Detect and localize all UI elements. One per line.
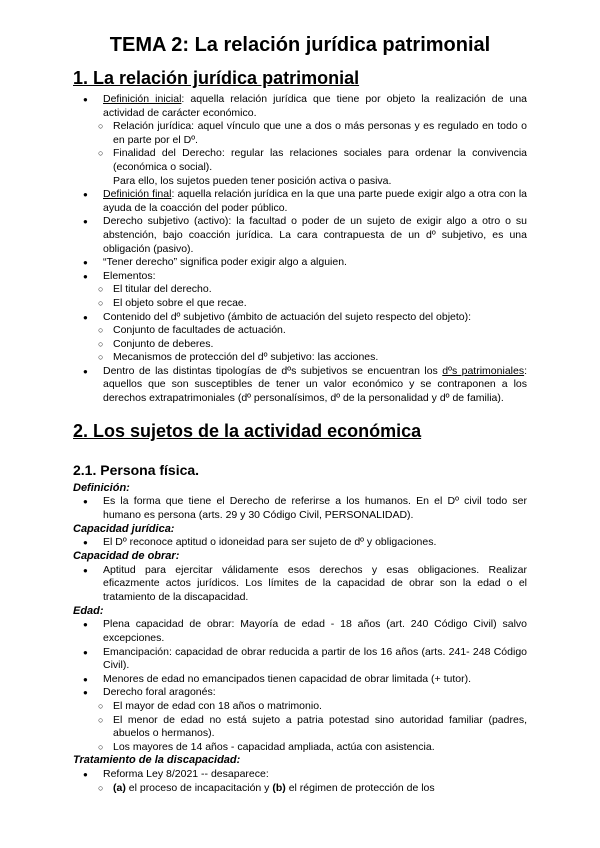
list-item: ○ Los mayores de 14 años - capacidad ampliada, actúa con asistencia. [73,741,527,755]
list-item: ● Plena capacidad de obrar: Mayoría de edad - 18 años (art. 240 Código Civil) salvo excepciones. [73,618,527,645]
capacidad-obrar-list [73,564,527,605]
definicion-label: Definición: [73,481,130,494]
tratamiento-label: Tratamiento de la discapacidad: [73,754,241,767]
list-item: ○ Mecanismos de protección del dº subjetivo: las acciones. [73,351,527,365]
list-item: ○ Conjunto de deberes. [73,338,527,352]
list-item: ○ Relación jurídica: aquel vínculo que une a dos o más personas y es regulado en todo o en parte por el Dº. [73,120,527,147]
list-item: ○ El mayor de edad con 18 años o matrimonio. [73,700,527,714]
list-item: ● Emancipación: capacidad de obrar reducida a partir de los 16 años (arts. 241- 248 Código Civil). [73,646,527,673]
section-1-heading: 1. La relación jurídica patrimonial [73,68,360,88]
list-item: ● Elementos: ○ El titular del derecho. ○ El objeto sobre el que recae. [73,270,527,311]
section-1-list [73,93,527,406]
list-item: ○ (a) el proceso de incapacitación y (b) el régimen de protección de los [73,782,527,796]
sub-list [73,700,527,754]
edad-list [73,618,527,754]
sub-list [73,324,527,365]
document-title: TEMA 2: La relación jurídica patrimonial [109,34,491,56]
continuation-text: Para ello, los sujetos pueden tener posición activa o pasiva. [113,174,392,187]
list-item: ● Reforma Ley 8/2021 -- desaparece: ○ (a) el proceso de incapacitación y (b) el régimen de protección de los [73,768,527,795]
sub-list [73,782,527,796]
list-item: ● El Dº reconoce aptitud o idoneidad para ser sujeto de dº y obligaciones. [73,536,527,550]
list-item: ● Derecho subjetivo (activo): la facultad o poder de un sujeto de exigir algo a otro o su abstención, bajo coacción jurídica. La cara contrapuesta de un dº subjetivo, es una obligación (pasivo). [73,215,527,256]
list-item: ● Es la forma que tiene el Derecho de referirse a los humanos. En el Dº civil todo ser humano es persona (arts. 29 y 30 Código Civil, PERSONALIDAD). [73,495,527,522]
list-item: ○ Conjunto de facultades de actuación. [73,324,527,338]
list-item: ● Menores de edad no emancipados tienen capacidad de obrar limitada (+ tutor). [73,673,527,687]
list-item: ○ El menor de edad no está sujeto a patria potestad sino autoridad familiar (padres, abuelos o hermanos). [73,714,527,741]
list-item: ○ El objeto sobre el que recae. [73,297,527,311]
list-item: ○ El titular del derecho. [73,283,527,297]
tratamiento-list [73,768,527,795]
capacidad-juridica-list [73,536,527,550]
definicion-list [73,495,527,522]
list-item: ● Contenido del dº subjetivo (ámbito de actuación del sujeto respecto del objeto): ○ Conjunto de facultades de actuación. ○ Conjunto de deberes. ○ Mecanismos de protección del dº subjetivo: las acciones. [73,311,527,365]
list-item: ● “Tener derecho” significa poder exigir algo a alguien. [73,256,527,270]
capacidad-obrar-label: Capacidad de obrar: [73,550,180,563]
capacidad-juridica-label: Capacidad jurídica: [73,522,175,535]
list-item: ● Dentro de las distintas tipologías de dºs subjetivos se encuentran los dºs patrimoniales: aquellos que son susceptibles de tener un valor económico y se contraponen a los derechos extrapatrimoniales (dº personalísimos, dº de la personalidad y dº de familia). [73,365,527,406]
section-2-heading: 2. Los sujetos de la actividad económica [73,420,422,441]
sub-list [73,120,527,174]
sub-list [73,283,527,310]
list-item: ● Derecho foral aragonés: ○ El mayor de edad con 18 años o matrimonio. ○ El menor de edad no está sujeto a patria potestad sino autoridad familiar (padres, abuelos o hermanos). ○ Los mayores de 14 años - capacidad ampliada, actúa con asistencia. [73,686,527,754]
list-item: ● Definición final: aquella relación jurídica en la que una parte puede exigir algo a otra con la ayuda de la coacción del poder público. [73,188,527,215]
list-item: ○ Finalidad del Derecho: regular las relaciones sociales para ordenar la convivencia (económica o social). [73,147,527,174]
list-item: ● Definición inicial: aquella relación jurídica que tiene por objeto la realización de una actividad de carácter económico. ○ Relación jurídica: aquel vínculo que une a dos o más personas y es regulado en todo o en parte por el Dº. ○ Finalidad del Derecho: regular las relaciones sociales para ordenar la convivencia (económica o social). Para ello, los sujetos pueden tener posición activa o pasiva. [73,93,527,188]
edad-label: Edad: [73,604,104,617]
list-item: ● Aptitud para ejercitar válidamente esos derechos y esas obligaciones. Realizar eficazmente actos jurídicos. Los límites de la capacidad de obrar son la edad o el tratamiento de la discapacidad. [73,564,527,605]
subsection-heading: 2.1. Persona física. [73,461,200,478]
